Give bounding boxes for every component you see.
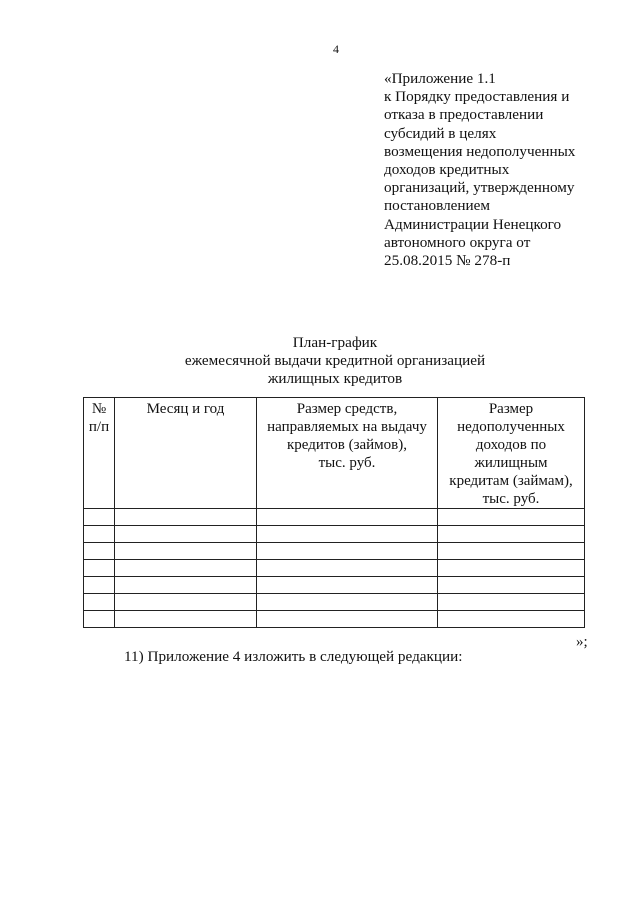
appendix-note-line: организаций, утвержденному — [384, 179, 575, 197]
table-cell — [115, 509, 257, 526]
table-row — [84, 577, 585, 594]
appendix-note-line: «Приложение 1.1 — [384, 70, 496, 87]
table-cell — [438, 577, 585, 594]
header-number — [84, 398, 115, 509]
table-cell — [438, 509, 585, 526]
header-line: кредитам (займам), — [449, 473, 573, 489]
table-cell — [115, 526, 257, 543]
table-header-row — [84, 398, 585, 509]
document-title — [80, 334, 590, 388]
appendix-note-line: возмещения недополученных — [384, 142, 576, 160]
table-row — [84, 509, 585, 526]
title-line: План-график — [292, 334, 378, 351]
appendix-note-line: субсидий в целях — [384, 124, 497, 142]
table-cell — [84, 526, 115, 543]
table-cell — [257, 577, 438, 594]
table-cell — [438, 594, 585, 611]
table-cell — [115, 577, 257, 594]
header-line: кредитов (займов), — [286, 437, 408, 453]
header-line: тыс. руб. — [482, 491, 540, 507]
table-cell — [115, 594, 257, 611]
table-cell — [115, 611, 257, 628]
table-row — [84, 560, 585, 577]
header-line: Размер — [488, 401, 534, 417]
appendix-note-line: постановлением — [384, 197, 491, 215]
table-row — [84, 611, 585, 628]
header-funds-amount — [257, 398, 438, 509]
header-line: жилищным — [474, 455, 548, 471]
table-row — [84, 594, 585, 611]
table-cell — [438, 560, 585, 577]
closing-quote: »; — [576, 634, 588, 650]
table-cell — [84, 577, 115, 594]
table-cell — [438, 526, 585, 543]
header-line: Месяц и год — [146, 401, 225, 417]
appendix-note-line: отказа в предоставлении — [384, 106, 544, 124]
table-cell — [115, 543, 257, 560]
header-line: тыс. руб. — [318, 455, 376, 471]
table-cell — [257, 560, 438, 577]
header-line: направляемых на выдачу — [267, 419, 427, 435]
appendix-note-line: автономного округа от — [384, 233, 531, 251]
appendix-note-line: доходов кредитных — [384, 161, 510, 179]
header-line: № — [91, 401, 107, 417]
title-line: жилищных кредитов — [267, 370, 403, 387]
header-line: п/п — [88, 419, 110, 435]
title-line: ежемесячной выдачи кредитной организацией — [184, 352, 486, 369]
table-row — [84, 526, 585, 543]
header-month-year — [115, 398, 257, 509]
header-line: доходов по — [475, 437, 547, 453]
header-line: Размер средств, — [296, 401, 398, 417]
table-cell — [84, 611, 115, 628]
table-cell — [257, 509, 438, 526]
table-cell — [257, 594, 438, 611]
table-cell — [84, 560, 115, 577]
table-body — [84, 509, 585, 628]
appendix-note — [384, 70, 614, 270]
table-cell — [115, 560, 257, 577]
appendix-note-line: к Порядку предоставления и — [384, 88, 570, 106]
table-cell — [84, 543, 115, 560]
schedule-table — [83, 397, 585, 628]
header-lost-income — [438, 398, 585, 509]
header-line: недополученных — [457, 419, 565, 435]
table-cell — [257, 526, 438, 543]
table-row — [84, 543, 585, 560]
table-cell — [257, 611, 438, 628]
table-cell — [84, 509, 115, 526]
table-cell — [84, 594, 115, 611]
page-number: 4 — [333, 42, 339, 56]
table-cell — [438, 611, 585, 628]
appendix-note-line: Администрации Ненецкого — [384, 215, 562, 233]
table-cell — [438, 543, 585, 560]
table-cell — [257, 543, 438, 560]
appendix-note-line: 25.08.2015 № 278-п — [384, 252, 511, 270]
instruction-paragraph: 11) Приложение 4 изложить в следующей редакции: — [124, 648, 463, 665]
